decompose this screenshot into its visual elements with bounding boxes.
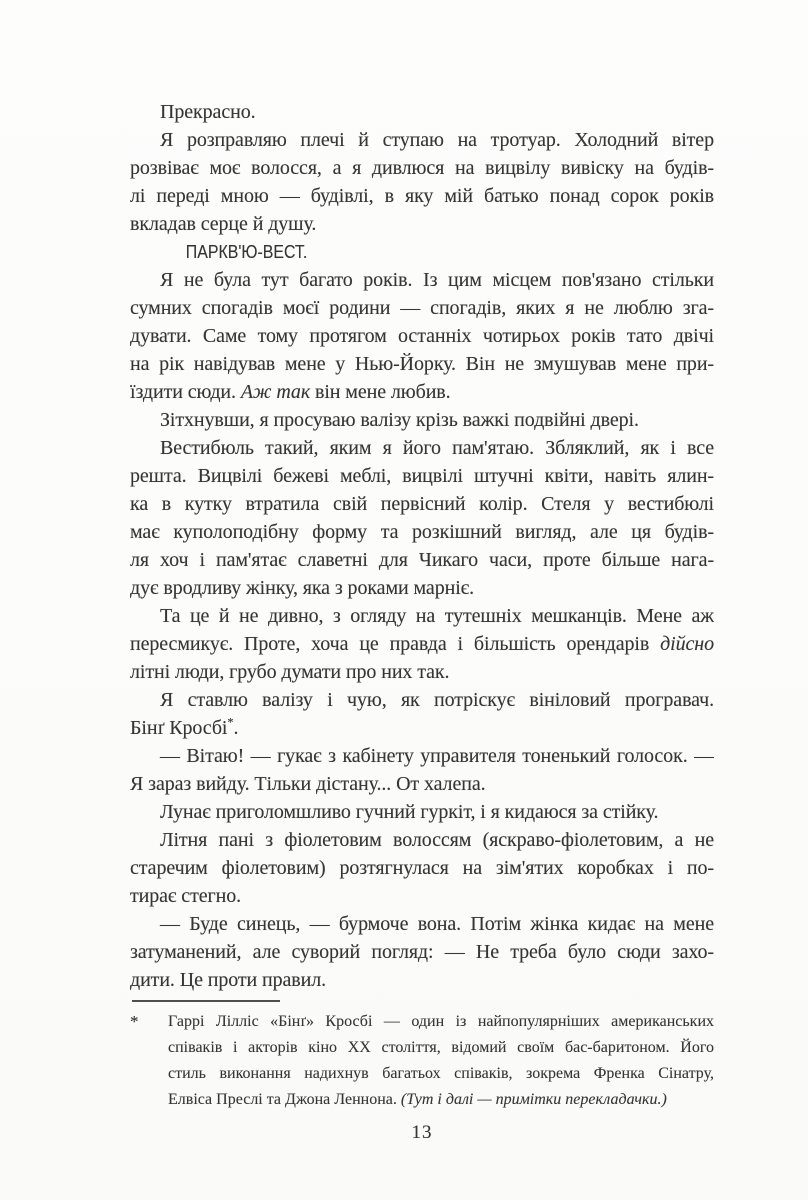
text-line bbox=[130, 182, 714, 210]
text-line bbox=[130, 434, 714, 462]
paragraph bbox=[130, 266, 714, 406]
text-line bbox=[130, 126, 714, 154]
paragraph bbox=[130, 742, 714, 798]
text-line bbox=[130, 322, 714, 350]
text-line bbox=[130, 686, 714, 714]
text-line bbox=[130, 882, 714, 910]
text-segment: стиль виконання надихнув багатьох співаків, зокрема Френка Сінатру, bbox=[168, 1065, 714, 1082]
text-segment: Я розправляю плечі й ступаю на тротуар. Холодний вітер bbox=[160, 129, 714, 151]
text-line bbox=[130, 854, 714, 882]
text-segment: на рік навідував мене у Нью-Йорку. Він не змушував мене при- bbox=[130, 353, 714, 375]
paragraph bbox=[130, 434, 714, 602]
text-line bbox=[130, 798, 714, 826]
text-segment: Гаррі Лілліс «Бінґ» Кросбі — один із найпопулярніших американських bbox=[168, 1013, 714, 1030]
text-segment: дувати. Саме тому протягом останніх чотирьох років тато двічі bbox=[130, 325, 714, 347]
text-segment: тирає стегно. bbox=[130, 885, 242, 907]
paragraph bbox=[130, 126, 714, 238]
footnote-row bbox=[130, 1009, 714, 1113]
text-line bbox=[130, 210, 714, 238]
page-number: 13 bbox=[411, 1122, 433, 1143]
text-segment: Я зараз вийду. Тільки дістану... От халепа. bbox=[130, 773, 486, 795]
text-segment: дити. Це проти правил. bbox=[130, 969, 327, 991]
text-line bbox=[130, 294, 714, 322]
paragraph bbox=[130, 826, 714, 910]
text-line bbox=[130, 98, 714, 126]
text-line bbox=[130, 602, 714, 630]
text-segment: дійсно bbox=[660, 633, 714, 655]
text-segment: Елвіса Преслі та Джона Леннона. bbox=[168, 1091, 401, 1108]
text-segment: вкладав серце й душу. bbox=[130, 213, 317, 235]
text-segment: Аж так bbox=[240, 381, 311, 403]
paragraph bbox=[130, 406, 714, 434]
text-segment: пересмикує. Проте, хоча це правда і більшість орендарів bbox=[130, 633, 661, 655]
text-segment: решта. Вицвілі бежеві меблі, вицвілі штучні квіти, навіть ялин- bbox=[130, 465, 714, 487]
page-text-block bbox=[130, 98, 714, 1144]
text-line bbox=[168, 1009, 714, 1035]
paragraph bbox=[130, 686, 714, 742]
text-segment: (Тут і далі — примітки перекладачки.) bbox=[400, 1091, 667, 1108]
text-line bbox=[130, 238, 714, 266]
text-segment: затуманений, але суворий погляд: — Не треба було сюди захо- bbox=[130, 941, 714, 963]
section-heading bbox=[130, 238, 714, 266]
text-line bbox=[130, 266, 714, 294]
text-line bbox=[130, 714, 714, 742]
text-line bbox=[168, 1035, 714, 1061]
text-line bbox=[130, 518, 714, 546]
text-segment: Я ставлю валізу і чую, як потріскує вініловий програвач. bbox=[160, 689, 714, 711]
text-line bbox=[130, 350, 714, 378]
paragraph bbox=[130, 602, 714, 686]
paragraph bbox=[130, 910, 714, 994]
text-segment: — Буде синець, — бурмоче вона. Потім жінка кидає на мене bbox=[160, 913, 714, 935]
text-line bbox=[130, 462, 714, 490]
footnote bbox=[130, 1000, 714, 1113]
text-segment: співаків і акторів кіно XX століття, відомий своїм бас-баритоном. Його bbox=[168, 1039, 714, 1056]
text-segment: Та це й не дивно, з огляду на тутешніх мешканців. Мене аж bbox=[160, 605, 714, 627]
text-segment: літні люди, грубо думати про них так. bbox=[130, 661, 450, 683]
text-line bbox=[130, 630, 714, 658]
text-segment: Я не була тут багато років. Із цим місцем пов'язано стільки bbox=[160, 269, 714, 291]
text-segment: має куполоподібну форму та розкішний вигляд, але ця будів- bbox=[130, 521, 714, 543]
text-line bbox=[168, 1061, 714, 1087]
text-line bbox=[130, 546, 714, 574]
text-segment: сумних спогадів моєї родини — спогадів, яких я не люблю зга- bbox=[130, 297, 714, 319]
paragraph bbox=[130, 98, 714, 126]
text-line bbox=[130, 910, 714, 938]
text-line bbox=[130, 406, 714, 434]
text-line bbox=[130, 938, 714, 966]
text-segment: Прекрасно. bbox=[160, 101, 256, 123]
text-segment: він мене любив. bbox=[310, 381, 451, 403]
paragraph bbox=[130, 798, 714, 826]
text-segment: Зітхнувши, я просуваю валізу крізь важкі подвійні двері. bbox=[160, 409, 639, 431]
text-segment: ля хоч і пам'ятає славетні для Чикаго часи, проте більше нага- bbox=[130, 549, 714, 571]
body-paragraphs bbox=[130, 98, 714, 994]
text-segment: дує вродливу жінку, яка з роками марніє. bbox=[130, 577, 475, 599]
text-line bbox=[130, 490, 714, 518]
text-line bbox=[130, 574, 714, 602]
text-line bbox=[130, 826, 714, 854]
text-segment: їздити сюди. bbox=[130, 381, 241, 403]
text-segment: Вестибюль такий, яким я його пам'ятаю. Збляклий, як і все bbox=[160, 437, 714, 459]
text-line bbox=[130, 658, 714, 686]
text-line bbox=[130, 378, 714, 406]
text-line bbox=[130, 154, 714, 182]
text-line bbox=[168, 1087, 714, 1113]
text-segment: Літня пані з фіолетовим волоссям (яскраво-фіолетовим, а не bbox=[160, 829, 714, 851]
footnote-marker: * bbox=[130, 1012, 139, 1031]
text-segment: ка в кутку втратила свій первісний колір. Стеля у вестибюлі bbox=[130, 493, 714, 515]
text-line bbox=[130, 770, 714, 798]
text-line bbox=[130, 966, 714, 994]
text-line bbox=[130, 742, 714, 770]
text-segment: лі переді мною — будівлі, в яку мій батько понад сорок років bbox=[130, 185, 714, 207]
text-segment: . bbox=[233, 717, 239, 739]
text-segment: розвіває моє волосся, а я дивлюся на вицвілу вивіску на будів- bbox=[130, 157, 714, 179]
footnote-text bbox=[168, 1009, 714, 1113]
text-segment: старечим фіолетовим) розтягнулася на зім'ятих коробках і по- bbox=[130, 857, 714, 879]
footnote-reference-mark: * bbox=[227, 715, 234, 730]
text-segment: Лунає приголомшливо гучний гуркіт, і я кидаюся за стійку. bbox=[160, 801, 659, 823]
text-segment: — Вітаю! — гукає з кабінету управителя тоненький голосок. — bbox=[160, 745, 714, 767]
text-segment: ПАРКВ'Ю-ВЕСТ. bbox=[185, 241, 308, 262]
text-segment: Бінґ Кросбі bbox=[130, 717, 228, 739]
footnote-divider bbox=[132, 1000, 280, 1002]
